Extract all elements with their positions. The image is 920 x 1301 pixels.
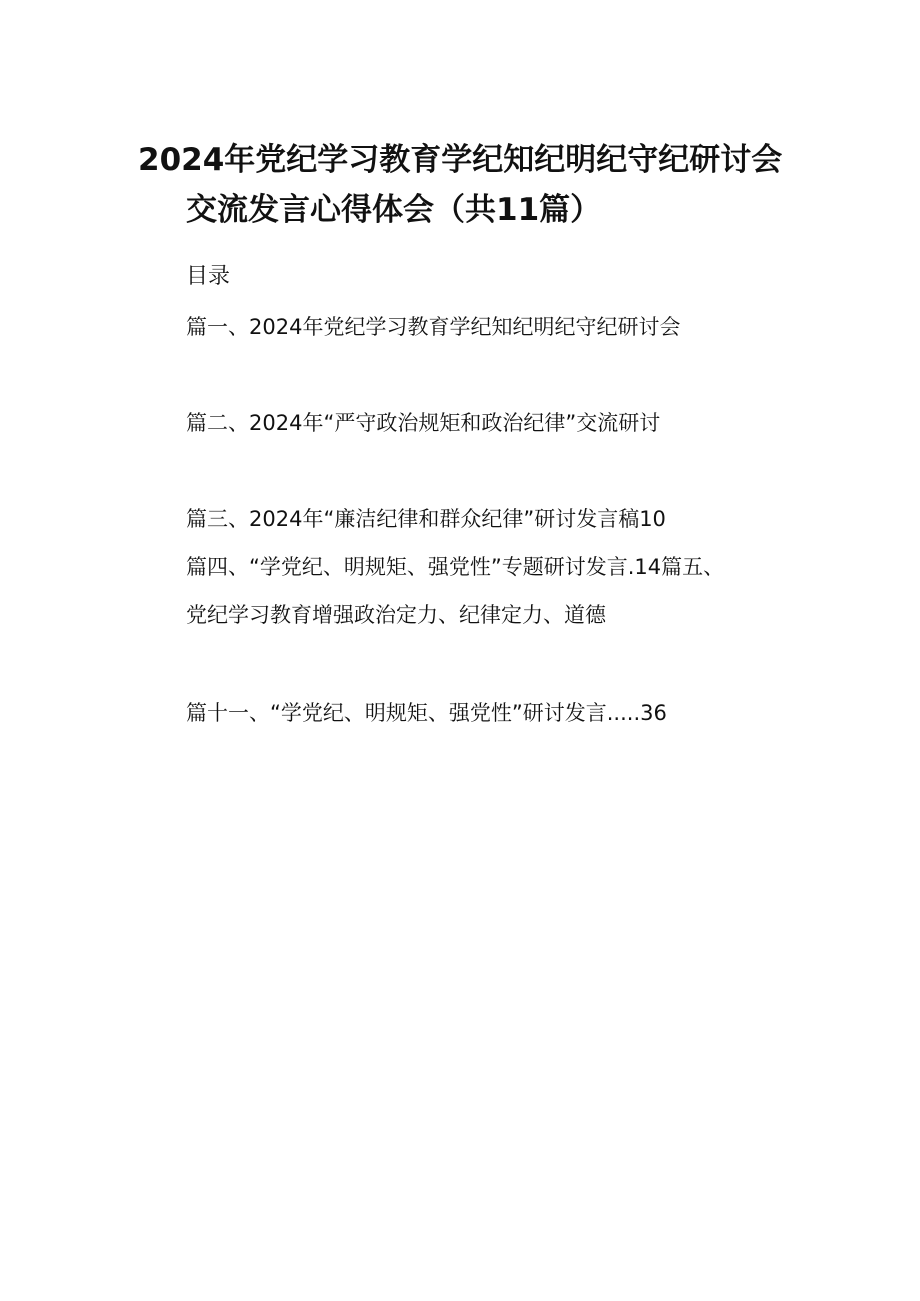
toc-entry-5: 党纪学习教育增强政治定力、纪律定力、道德	[186, 603, 606, 627]
toc-entry-6: 篇十一、“学党纪、明规矩、强党性”研讨发言.....36	[186, 701, 667, 725]
toc-entry-1: 篇一、2024年党纪学习教育学纪知纪明纪守纪研讨会	[186, 315, 681, 339]
document-title-line-2: 交流发言心得体会（共11篇）	[186, 192, 602, 228]
toc-entry-4: 篇四、“学党纪、明规矩、强党性”专题研讨发言.14篇五、	[186, 555, 725, 579]
toc-entry-2: 篇二、2024年“严守政治规矩和政治纪律”交流研讨	[186, 411, 661, 435]
toc-entry-3: 篇三、2024年“廉洁纪律和群众纪律”研讨发言稿10	[186, 507, 666, 531]
document-title-line-1: 2024年党纪学习教育学纪知纪明纪守纪研讨会	[138, 142, 783, 178]
toc-heading: 目录	[186, 264, 231, 289]
